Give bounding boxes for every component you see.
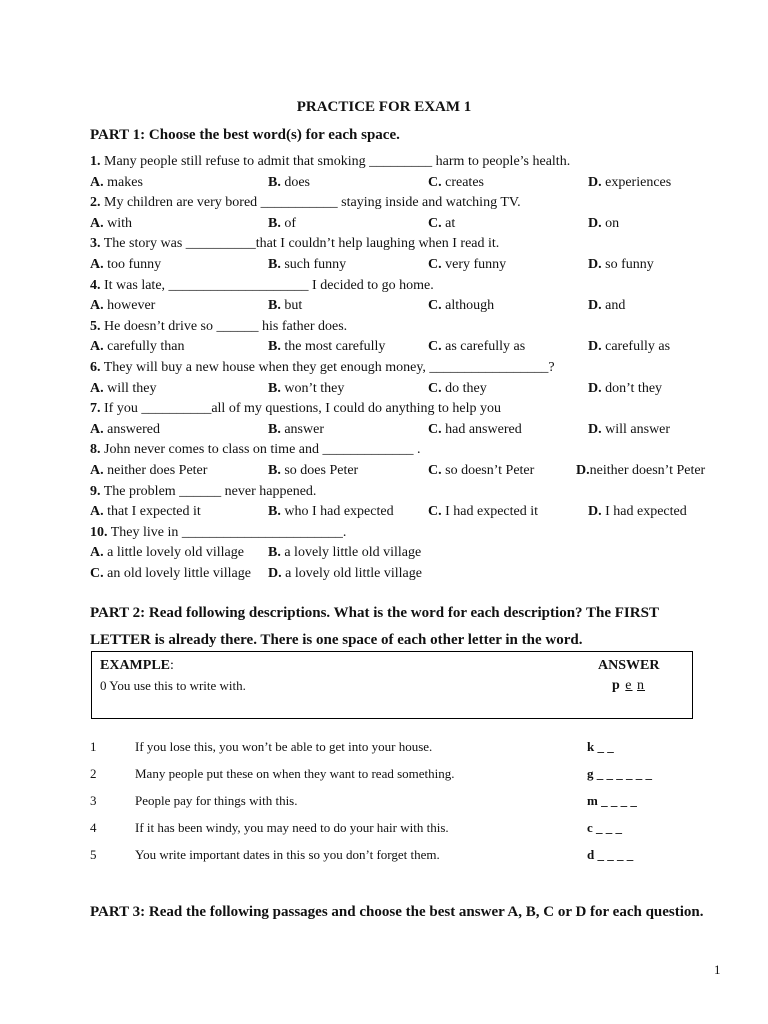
question xyxy=(90,236,499,252)
answer-option xyxy=(90,216,132,232)
option-letter: C. xyxy=(428,216,442,231)
option-letter: B. xyxy=(268,545,281,560)
example-answer-letter: n xyxy=(637,678,646,693)
answer-option xyxy=(90,422,160,438)
option-letter: A. xyxy=(90,545,104,560)
description-text: If it has been windy, you may need to do your hair with this. xyxy=(135,820,449,835)
option-letter: B. xyxy=(268,339,281,354)
option-text: don’t they xyxy=(605,381,663,396)
option-letter: C. xyxy=(428,175,442,190)
option-text: answered xyxy=(107,422,160,437)
option-letter: B. xyxy=(268,381,281,396)
question-number: 5. xyxy=(90,319,101,334)
question-text: They live in _______________________. xyxy=(110,525,347,540)
answer-option xyxy=(588,257,654,273)
part2-heading-line1: PART 2: Read following descriptions. What is the word for each description? The FIRST xyxy=(90,605,659,621)
description-text: If you lose this, you won’t be able to get into your house. xyxy=(135,739,433,754)
option-text: but xyxy=(284,298,303,313)
answer-option xyxy=(588,339,670,355)
answer-option xyxy=(90,463,207,479)
answer-option xyxy=(588,298,625,314)
part1-heading: PART 1: Choose the best word(s) for each space. xyxy=(90,127,400,143)
answer-blank: d _ _ _ _ xyxy=(587,847,634,862)
option-letter: A. xyxy=(90,422,104,437)
option-text: I had expected it xyxy=(445,504,539,519)
option-text: creates xyxy=(445,175,484,190)
option-letter: A. xyxy=(90,463,104,478)
question-text: My children are very bored ___________ staying inside and watching TV. xyxy=(104,195,521,210)
answer-option xyxy=(268,298,302,314)
answer-option xyxy=(90,504,201,520)
example-text: 0 You use this to write with. xyxy=(100,678,246,693)
question xyxy=(90,525,346,541)
option-text: a little lovely old village xyxy=(107,545,244,560)
answer-option xyxy=(90,381,157,397)
question xyxy=(90,401,501,417)
answer-option xyxy=(428,175,484,191)
question-text: It was late, ____________________ I decided to go home. xyxy=(104,278,434,293)
option-text: answer xyxy=(284,422,324,437)
answer-option xyxy=(268,216,296,232)
option-letter: C. xyxy=(428,504,442,519)
description-text: Many people put these on when they want to read something. xyxy=(135,766,455,781)
page-number: 1 xyxy=(714,962,721,977)
answer-option xyxy=(268,504,394,520)
option-text: an old lovely little village xyxy=(107,566,251,581)
option-letter: A. xyxy=(90,175,104,190)
option-text: neither doesn’t Peter xyxy=(589,463,706,478)
option-text: so doesn’t Peter xyxy=(445,463,535,478)
answer-option xyxy=(588,422,670,438)
option-text: carefully as xyxy=(605,339,671,354)
description-number: 2 xyxy=(90,766,97,781)
answer-option xyxy=(268,175,310,191)
question-number: 7. xyxy=(90,401,101,416)
option-text: and xyxy=(605,298,626,313)
option-text: so funny xyxy=(605,257,654,272)
answer-blank: k _ _ xyxy=(587,739,614,754)
option-text: does xyxy=(284,175,311,190)
answer-option xyxy=(90,545,244,561)
answer-option xyxy=(428,381,487,397)
part2-heading-line2: LETTER is already there. There is one space of each other letter in the word. xyxy=(90,632,583,648)
part3-heading: PART 3: Read the following passages and choose the best answer A, B, C or D for each question. xyxy=(90,904,704,920)
description-text: People pay for things with this. xyxy=(135,793,298,808)
option-letter: A. xyxy=(90,504,104,519)
description-text: You write important dates in this so you don’t forget them. xyxy=(135,847,440,862)
option-letter: D. xyxy=(588,504,602,519)
question xyxy=(90,360,555,376)
question-number: 2. xyxy=(90,195,101,210)
option-letter: C. xyxy=(428,381,442,396)
option-letter: D. xyxy=(588,422,602,437)
question-text: Many people still refuse to admit that smoking _________ harm to people’s health. xyxy=(104,154,571,169)
answer-option xyxy=(268,381,344,397)
description-number: 3 xyxy=(90,793,97,808)
option-letter: B. xyxy=(268,216,281,231)
answer-option xyxy=(428,504,538,520)
option-text: of xyxy=(284,216,297,231)
option-text: will answer xyxy=(605,422,671,437)
option-text: had answered xyxy=(445,422,522,437)
answer-option xyxy=(588,216,619,232)
option-letter: B. xyxy=(268,298,281,313)
description-number: 5 xyxy=(90,847,97,862)
answer-option xyxy=(268,339,385,355)
option-letter: A. xyxy=(90,216,104,231)
option-text: with xyxy=(107,216,133,231)
answer-option xyxy=(268,566,422,582)
option-text: who I had expected xyxy=(284,504,394,519)
answer-option xyxy=(576,463,705,479)
question xyxy=(90,319,347,335)
option-letter: C. xyxy=(428,257,442,272)
option-text: the most carefully xyxy=(284,339,386,354)
question-number: 3. xyxy=(90,236,101,251)
question-text: The story was __________that I couldn’t help laughing when I read it. xyxy=(103,236,500,251)
question-number: 1. xyxy=(90,154,101,169)
option-letter: D. xyxy=(588,298,602,313)
option-letter: B. xyxy=(268,504,281,519)
option-text: experiences xyxy=(605,175,672,190)
page-title: PRACTICE FOR EXAM 1 xyxy=(296,99,472,115)
answer-option xyxy=(428,298,494,314)
answer-option xyxy=(90,566,251,582)
option-letter: A. xyxy=(90,339,104,354)
option-letter: C. xyxy=(428,422,442,437)
option-letter: D. xyxy=(588,175,602,190)
question xyxy=(90,278,434,294)
option-text: do they xyxy=(445,381,487,396)
option-letter: A. xyxy=(90,298,104,313)
option-text: will they xyxy=(107,381,157,396)
question-text: They will buy a new house when they get enough money, _________________? xyxy=(103,360,555,375)
answer-blank: c _ _ _ xyxy=(587,820,623,835)
answer-option xyxy=(268,463,358,479)
question-number: 6. xyxy=(90,360,101,375)
answer-option xyxy=(268,545,421,561)
question-text: If you __________all of my questions, I could do anything to help you xyxy=(104,401,502,416)
answer-option xyxy=(588,504,687,520)
question xyxy=(90,154,570,170)
option-text: although xyxy=(445,298,495,313)
option-letter: A. xyxy=(90,381,104,396)
option-text: a lovely old little village xyxy=(285,566,422,581)
question xyxy=(90,195,521,211)
answer-option xyxy=(428,339,525,355)
question-text: John never comes to class on time and _____________ . xyxy=(104,442,421,457)
option-letter: D. xyxy=(588,257,602,272)
answer-option xyxy=(588,381,662,397)
option-text: as carefully as xyxy=(445,339,526,354)
answer-option xyxy=(588,175,671,191)
option-letter: D. xyxy=(268,566,282,581)
option-text: too funny xyxy=(107,257,162,272)
answer-option xyxy=(90,339,184,355)
option-text: a lovely little old village xyxy=(284,545,422,560)
answer-option xyxy=(90,175,143,191)
option-letter: B. xyxy=(268,422,281,437)
answer-option xyxy=(428,463,534,479)
answer-option xyxy=(428,257,506,273)
question-number: 9. xyxy=(90,484,101,499)
answer-option xyxy=(268,422,324,438)
question-number: 8. xyxy=(90,442,101,457)
option-letter: A. xyxy=(90,257,104,272)
answer-blank: g _ _ _ _ _ _ xyxy=(587,766,652,781)
option-letter: D. xyxy=(588,381,602,396)
option-letter: C. xyxy=(428,339,442,354)
option-letter: B. xyxy=(268,175,281,190)
example-answer: p e n xyxy=(612,678,646,693)
option-text: on xyxy=(605,216,620,231)
option-text: carefully than xyxy=(107,339,185,354)
answer-blank: m _ _ _ _ xyxy=(587,793,637,808)
answer-option xyxy=(90,298,155,314)
option-text: at xyxy=(445,216,456,231)
answer-option xyxy=(268,257,346,273)
option-letter: D. xyxy=(588,339,602,354)
option-text: neither does Peter xyxy=(107,463,208,478)
description-number: 4 xyxy=(90,820,97,835)
option-text: that I expected it xyxy=(107,504,201,519)
question xyxy=(90,442,421,458)
option-letter: D. xyxy=(576,463,590,478)
answer-option xyxy=(90,257,161,273)
question-text: The problem ______ never happened. xyxy=(103,484,317,499)
option-letter: C. xyxy=(428,298,442,313)
question xyxy=(90,484,316,500)
question-number: 10. xyxy=(90,525,108,540)
option-text: so does Peter xyxy=(284,463,359,478)
question-text: He doesn’t drive so ______ his father does. xyxy=(104,319,348,334)
answer-option xyxy=(428,216,455,232)
description-number: 1 xyxy=(90,739,97,754)
option-text: won’t they xyxy=(284,381,345,396)
option-text: however xyxy=(107,298,156,313)
option-letter: B. xyxy=(268,257,281,272)
example-label: EXAMPLE: xyxy=(100,658,174,673)
answer-option xyxy=(428,422,522,438)
option-text: I had expected xyxy=(605,504,687,519)
option-text: makes xyxy=(107,175,143,190)
option-letter: B. xyxy=(268,463,281,478)
question-number: 4. xyxy=(90,278,101,293)
example-answer-letter: e xyxy=(625,678,633,693)
option-letter: C. xyxy=(90,566,104,581)
option-text: such funny xyxy=(284,257,347,272)
option-letter: C. xyxy=(428,463,442,478)
answer-header: ANSWER xyxy=(598,658,660,673)
option-text: very funny xyxy=(445,257,507,272)
option-letter: D. xyxy=(588,216,602,231)
